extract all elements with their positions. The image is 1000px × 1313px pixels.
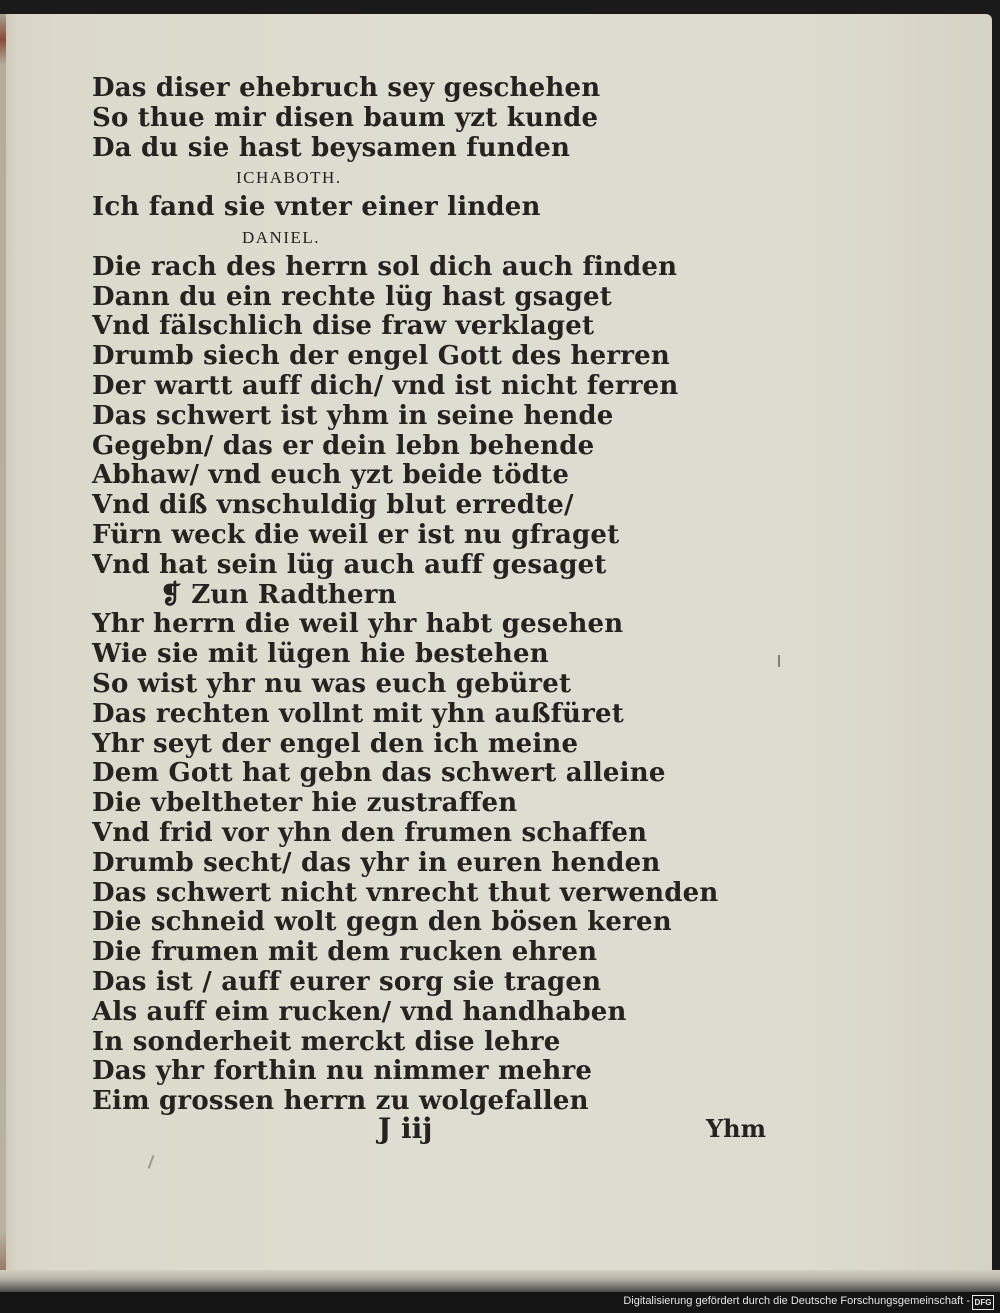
verse-line: In sonderheit merckt dise lehre (92, 1026, 561, 1057)
ink-mark (778, 655, 780, 667)
verse-line: Yhr seyt der engel den ich meine (92, 728, 579, 759)
verse-line: Fürn weck die weil er ist nu gfraget (92, 519, 620, 550)
verse-line: Wie sie mit lügen hie bestehen (92, 639, 549, 670)
verse-line: Yhr herrn die weil yhr habt gesehen (92, 609, 624, 640)
verse-line: Eim grossen herrn zu wolgefallen (92, 1086, 589, 1117)
verse-line: Vnd frid vor yhn den frumen schaffen (92, 817, 648, 848)
catchword: Yhm (706, 1114, 766, 1143)
verse-text (92, 73, 719, 1117)
verse-line: Die schneid wolt gegn den bösen keren (92, 907, 672, 938)
verse-line: Das ist / auff eurer sorg sie tragen (92, 966, 602, 997)
verse-line: Das rechten vollnt mit yhn außfüret (92, 698, 624, 729)
verse-line: Das schwert nicht vnrecht thut verwenden (92, 877, 719, 908)
verse-line: Drumb siech der engel Gott des herren (92, 341, 671, 372)
verse-line: Der wartt auff dich/ vnd ist nicht ferren (92, 370, 679, 401)
verse-line: Das diser ehebruch sey geschehen (92, 73, 601, 103)
signature-mark: J iij (378, 1112, 433, 1145)
stage-direction-radthern: ❡ Zun Radthern (160, 579, 397, 610)
verse-line: Das yhr forthin nu nimmer mehre (92, 1056, 593, 1087)
verse-line: So wist yhr nu was euch gebüret (92, 668, 572, 699)
verse-line: Dem Gott hat gebn das schwert alleine (92, 758, 666, 789)
dfg-credit-text: Digitalisierung gefördert durch die Deutsche Forschungsgemeinschaft - (623, 1295, 970, 1307)
digitization-credit-bar (0, 1292, 1000, 1313)
verse-line: Drumb secht/ das yhr in euren henden (92, 847, 661, 878)
verse-line: Abhaw/ vnd euch yzt beide tödte (92, 460, 570, 491)
verse-line: Ich fand sie vnter einer linden (92, 192, 541, 223)
verse-line: So thue mir disen baum yzt kunde (92, 102, 599, 133)
verse-line: Die frumen mit dem rucken ehren (92, 937, 598, 968)
verse-line: Vnd diß vnschuldig blut erredte/ (92, 490, 574, 521)
verse-line: Die vbeltheter hie zustraffen (92, 788, 518, 819)
speaker-heading-ichaboth: ICHABOTH. (236, 168, 342, 188)
page-bottom-edge (0, 1270, 1000, 1292)
verse-line: Vnd fälschlich dise fraw verklaget (92, 311, 595, 342)
verse-line: Da du sie hast beysamen funden (92, 132, 571, 163)
verse-line: Das schwert ist yhm in seine hende (92, 400, 614, 431)
speaker-heading-daniel: DANIEL. (242, 227, 321, 247)
verse-line: Dann du ein rechte lüg hast gsaget (92, 281, 612, 312)
verse-line: Die rach des herrn sol dich auch finden (92, 251, 678, 282)
verse-line: Gegebn/ das er dein lebn behende (92, 430, 595, 461)
verse-line: Als auff eim rucken/ vnd handhaben (92, 996, 627, 1027)
page-spine (0, 14, 6, 1282)
dfg-logo-icon: DFG (972, 1295, 994, 1310)
verse-line: Vnd hat sein lüg auch auff gesaget (92, 549, 607, 580)
